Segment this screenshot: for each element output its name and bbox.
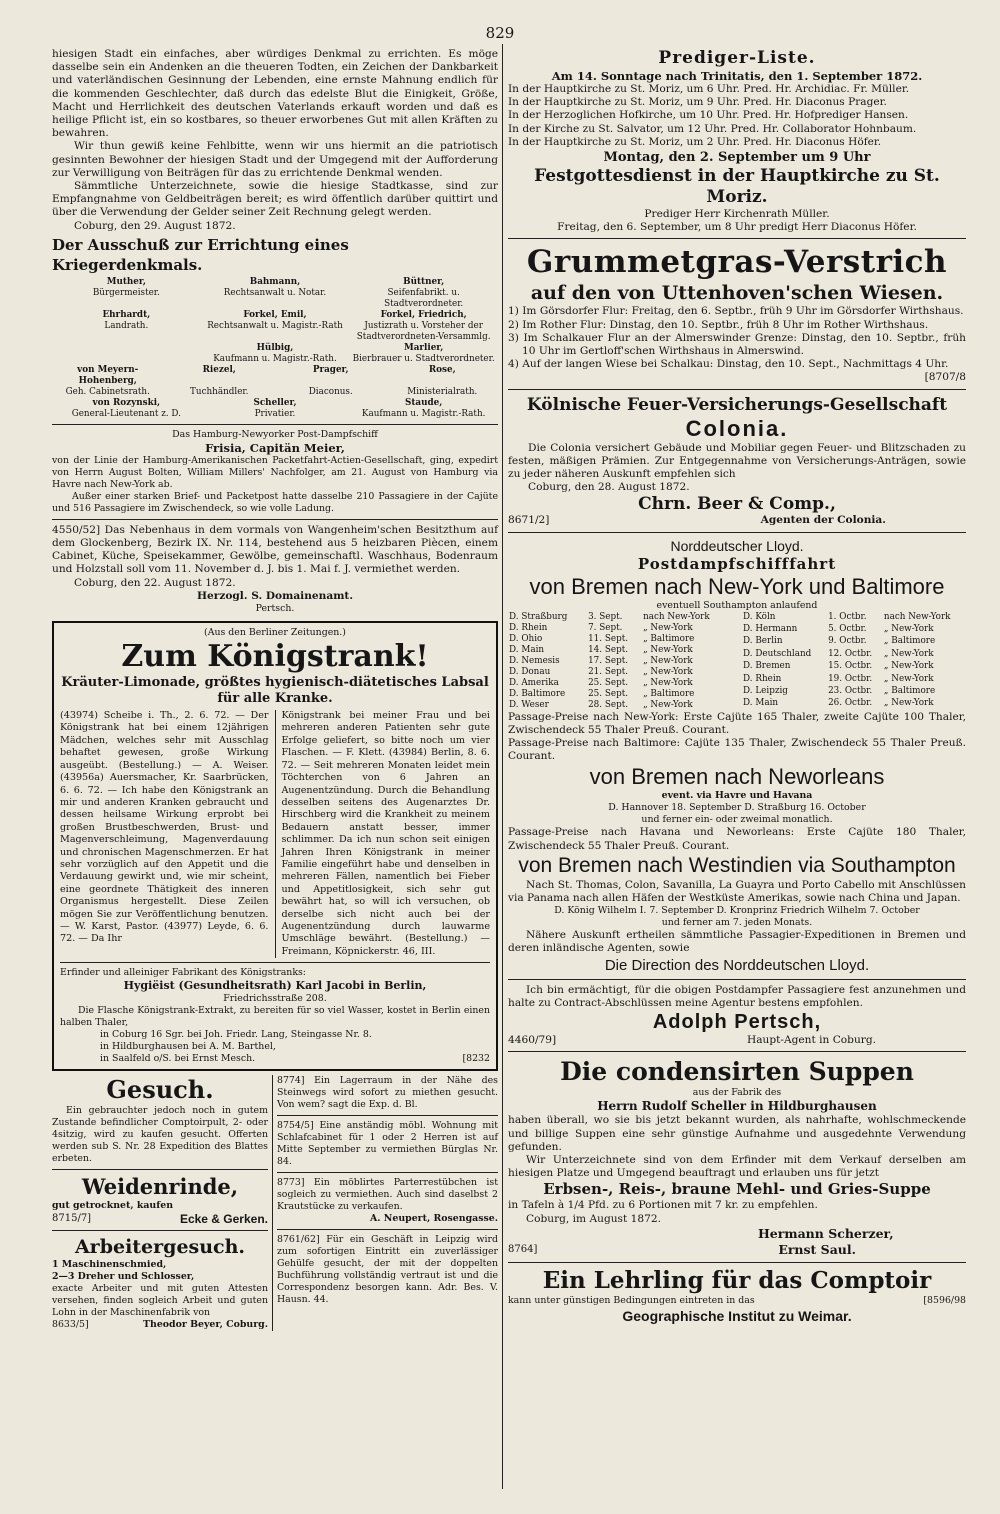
weiden-text: gut getrocknet, kaufen (52, 1200, 174, 1212)
committee-title: Der Ausschuß zur Errichtung eines Kriegerdenkmals. (52, 235, 349, 274)
schedule-row (508, 623, 732, 634)
schedule-row (742, 612, 966, 624)
weiden-firm: Ecke & Gerken. (179, 1212, 268, 1227)
koenigstrank-ad (52, 621, 498, 1071)
schedule-cell: 11. Sept. (588, 633, 629, 644)
lehrling-text: kann unter günstigen Bedingungen eintreten in das (508, 1294, 755, 1306)
suppen-text-2: Wir Unterzeichnete sind von dem Erfinder mit dem Verkauf derselben am hiesigen Platze und Umgegend beauftragt und erlauben uns für jetzt (508, 1153, 966, 1180)
lehrling-firm: Geographische Institut zu Weimar. (622, 1307, 852, 1324)
hygiist-line: Hygiëist (Gesundheitsrath) Karl Jacobi in Berlin, (123, 979, 427, 993)
suppen-sign-1: Hermann Scherzer, (758, 1225, 894, 1241)
signatory-cell: Seifenfabrikt. u. Stadtverordneter. (384, 287, 464, 309)
grummet-ref: [8707/8 (924, 371, 966, 384)
suppen-text-3: in Tafeln à 1/4 Pfd. zu 6 Portionen mit 7 kr. zu empfehlen. (508, 1199, 818, 1212)
schedule-row (742, 636, 966, 648)
grummet-sub: auf den von Uttenhoven'schen Wiesen. (530, 282, 944, 305)
prediger-friday: Freitag, den 6. September, um 8 Uhr predigt Herr Diaconus Höfer. (557, 221, 917, 234)
signatory-row (52, 387, 498, 398)
ad-gehuelfe: 8761/62] Für ein Geschäft in Leipzig wird zum sofortigen Eintritt ein zuverlässiger Gehülfe gesucht, der mit der doppelten Buchführung vollständig vertraut ist und die Correspondenz besorgen kann. Adr. Bes. V. Hausn. 44. (277, 1234, 498, 1306)
lloyd-fare-3: Passage-Preise nach Havana und Neworleans: Erste Cajüte 180 Thaler, Zwischendeck 55 Thaler Preuß. Courant. (508, 826, 966, 852)
colonia-title: Kölnische Feuer-Versicherungs-Gesellschaft (526, 394, 948, 415)
divider (508, 238, 966, 239)
suppen-maker: Herrn Rudolf Scheller in Hildburghausen (597, 1099, 877, 1114)
signatory-cell: Büttner, (403, 276, 445, 287)
schedule-cell: D. Weser (509, 699, 549, 710)
lloyd-ad (508, 537, 966, 1048)
lloyd-l14: Die Direction des Norddeutschen Lloyd. (604, 956, 870, 974)
schedule-cell: „ New-York (883, 698, 934, 709)
schedule-right (742, 612, 966, 711)
memorial-para-3: Sämmtliche Unterzeichnete, sowie die hiesige Stadtkasse, sind zur Empfangnahme von Geldbeiträgen bereit; es wird öffentlich darüber quittirt und über die Verwendung der Gelder seiner Zeit Rechnung gelegt werden. (52, 180, 498, 219)
lloyd-l9: von Bremen nach Westindien via Southampton (518, 853, 956, 877)
lehrling-ref: [8596/98 (923, 1294, 966, 1306)
arbeiter-text: exacte Arbeiter und mit guten Attesten versehen, finden sogleich Arbeit und guten Lohn in der Maschinenfabrik von (52, 1283, 268, 1319)
lloyd-l11: D. König Wilhelm I. 7. September D. Kronprinz Friedrich Wilhelm 7. October (554, 905, 920, 917)
schedule-row (508, 634, 732, 645)
schedule-cell: „ New-York (643, 677, 693, 688)
lloyd-fare-2: Passage-Preise nach Baltimore: Cajüte 135 Thaler, Zwischendeck 55 Thaler Preuß. Courant. (508, 737, 966, 763)
ad-parterre: 8773] Ein möblirtes Parterrestübchen ist sogleich zu vermiethen. Auch sind daselbst 2 Krautstücke zu verkaufen. (277, 1177, 498, 1213)
schedule-cell: 15. Octbr. (828, 661, 873, 672)
signatory-cell: von Meyern-Hohenberg, (77, 364, 139, 386)
arbeiter-l2: 2—3 Dreher und Schlosser, (52, 1271, 195, 1283)
prediger-lines (508, 83, 966, 149)
suppen-text: haben überall, wo sie bis jetzt bekannt wurden, als nahrhafte, wohlschmeckende und billige Suppen eine sehr günstige Aufnahme und ausgedehnte Verwendung gefunden. (508, 1114, 966, 1153)
signatory-cell (52, 343, 201, 354)
signatory-cell: Landrath. (104, 320, 149, 331)
schedule-row (742, 698, 966, 710)
schedule-cell: D. Main (743, 698, 779, 709)
signatory-cell: Staude, (405, 397, 443, 408)
memorial-para-2: Wir thun gewiß keine Fehlbitte, wenn wir uns hiermit an die patriotisch gesinnten Bewohner der hiesigen Stadt und der Umgegend mit der Aufforderung zur Verwilligung von Beiträgen für das zu errichtende Denkmal wenden. (52, 140, 498, 179)
signatory-row (52, 288, 498, 310)
weiden-ref: 8715/7] (52, 1213, 92, 1225)
grummet-item: 2) Im Rother Flur: Dinstag, den 10. Septbr., früh 8 Uhr im Rother Wirthshaus. (508, 318, 929, 331)
colonia-name: Colonia. (685, 415, 789, 441)
gesuch-text: Ein gebrauchter jedoch noch in gutem Zustande befindlicher Comptoirpult, 2- oder 4sitzig, wird zu kaufen gesucht. Offerten werden sub S. Nr. 28 Expedition des Blattes erbeten. (52, 1105, 268, 1165)
signatory-cell: Forkel, Friedrich, (380, 309, 467, 320)
prediger-monday: Montag, den 2. September um 9 Uhr (603, 150, 871, 166)
schedule-cell: D. Amerika (509, 677, 559, 688)
lloyd-schedule (508, 612, 966, 711)
schedule-cell: 23. Octbr. (828, 685, 873, 696)
signatory-row (52, 321, 498, 343)
schedule-cell: „ New-York (643, 655, 693, 666)
suppen-ref: 8764] (508, 1243, 538, 1255)
signatory-cell: Kaufmann u. Magistr.-Rath. (361, 408, 486, 419)
lloyd-l5: von Bremen nach Neworleans (589, 764, 885, 790)
nebenhaus-dateline: Coburg, den 22. August 1872. (74, 576, 236, 589)
signatory-row (52, 343, 498, 354)
price-line: Die Flasche Königstrank-Extrakt, zu bereiten für so viel Wasser, kostet in Berlin einen halben Thaler, (60, 1005, 490, 1029)
schedule-cell: 25. Sept. (588, 677, 629, 688)
schedule-cell: D. Köln (743, 611, 776, 622)
ship-notice (52, 429, 498, 515)
signatory-cell: Bierbrauer u. Stadtverordneter. (352, 353, 495, 364)
schedule-row (742, 674, 966, 686)
lloyd-l4: eventuell Southampton anlaufend (656, 599, 818, 611)
schedule-cell: 26. Octbr. (828, 698, 873, 709)
outlet-saalfeld: in Saalfeld o/S. bei Ernst Mesch. (100, 1053, 256, 1065)
lloyd-fare-1: Passage-Preise nach New-York: Erste Cajüte 165 Thaler, zweite Cajüte 100 Thaler, Zwischendeck 55 Thaler Preuß. Courant. (508, 710, 966, 736)
signatories (52, 277, 498, 420)
outlet-coburg: in Coburg 16 Sgr. bei Joh. Friedr. Lang, Steingasse Nr. 8. (100, 1029, 372, 1041)
signatory-cell: Geh. Cabinetsrath. (65, 386, 150, 397)
lloyd-l10: Nach St. Thomas, Colon, Savanilla, La Guayra und Porto Cabello mit Anschlüssen via Panama nach allen Häfen der Westküste Amerikas, sowie nach China und Japan. (508, 878, 966, 905)
schedule-cell: 3. Sept. (588, 611, 623, 622)
lloyd-l3: von Bremen nach New-York und Baltimore (529, 573, 945, 599)
signatory-row (52, 354, 498, 365)
schedule-cell: D. Straßburg (509, 611, 568, 622)
memorial-notice (52, 48, 498, 420)
prediger-line: In der Kirche zu St. Salvator, um 12 Uhr. Pred. Hr. Collaborator Hohnbaum. (508, 122, 917, 135)
schedule-row (508, 700, 732, 711)
schedule-row (742, 661, 966, 673)
signatory-cell: von Rozynski, (92, 397, 161, 408)
ad-lagerraum: 8774] Ein Lagerraum in der Nähe des Steinwegs wird sofort zu miethen gesucht. Von wem? sagt die Exp. d. Bl. (277, 1075, 498, 1111)
koenigstrank-source: (Aus den Berliner Zeitungen.) (204, 627, 346, 639)
divider (508, 389, 966, 390)
schedule-cell: 14. Sept. (588, 644, 629, 655)
schedule-row (508, 612, 732, 623)
schedule-cell: D. Berlin (743, 636, 783, 647)
schedule-cell: „ New-York (643, 622, 693, 633)
lloyd-ref: 4460/79] (508, 1034, 557, 1047)
grummet-title: Grummetgras-Verstrich (526, 244, 948, 281)
testimonial-col-2: Königstrank bei meiner Frau und bei mehreren anderen Patienten sehr gute Erfolge geliefert, so bitte noch um vier Flaschen. — F. Klett. (43984) Berlin, 8. 6. 72. — Seit mehreren Monaten leidet mein Töchterchen von 6 Jahren an Augenentzündung. Durch die Behandlung desselben seitens des Augenarztes Dr. Hirschberg wird die Krankheit zu meinem Bedauern anstatt besser, immer schlimmer. Da ich nun schon seit einigen Jahren Ihren Königstrank in meiner Familie eingeführt habe und denselben in mehreren Fällen, namentlich bei Fieber und Appetitlosigkeit, sich sehr gut bewährt hat, so will ich versuchen, ob derselbe sich nicht auch bei der Augenentzündung durch lauwarme Umschläge bewährt. (Bestellung.) — Freimann, Köpnickerstr. 46, III. (281, 710, 490, 957)
lloyd-l6: event. via Havre und Havana (661, 790, 813, 802)
weiden-title: Weidenrinde, (81, 1174, 239, 1200)
schedule-cell: „ New-York (883, 648, 934, 659)
divider (508, 1262, 966, 1263)
schedule-cell: D. Deutschland (743, 648, 812, 659)
ship-body-2: Außer einer starken Brief- und Packetpost hatte dasselbe 210 Passagiere in der Cajüte und 516 Passagiere im Zwischendeck, so wie volle Ladung. (52, 490, 498, 514)
divider (277, 1172, 498, 1173)
prediger-line: In der Hauptkirche zu St. Moriz, um 6 Uhr. Pred. Hr. Archidiac. Fr. Müller. (508, 83, 910, 95)
schedule-cell: „ New-York (643, 644, 693, 655)
prediger-liste (508, 48, 966, 234)
schedule-cell: „ New-York (643, 699, 693, 710)
signatory-cell: Riezel, (202, 364, 236, 375)
divider (508, 532, 966, 533)
signatory-cell: Forkel, Emil, (243, 309, 307, 320)
koenigstrank-title: Zum Königstrank! (121, 639, 429, 675)
prediger-preacher: Prediger Herr Kirchenrath Müller. (644, 208, 830, 221)
divider (60, 962, 490, 963)
lloyd-firm: Adolph Pertsch, (652, 1011, 822, 1034)
schedule-row (508, 678, 732, 689)
schedule-cell: 9. Octbr. (828, 636, 867, 647)
inventor-line: Erfinder und alleiniger Fabrikant des Königstranks: (60, 967, 306, 979)
prediger-date: Am 14. Sonntage nach Trinitatis, den 1. September 1872. (551, 69, 923, 83)
signatory-cell: Bürgermeister. (92, 287, 160, 298)
small-ads-col-1 (52, 1075, 273, 1331)
koenigstrank-subtitle: Kräuter-Limonade, größtes hygienisch-diätetisches Labsal für alle Kranke. (61, 675, 489, 707)
schedule-cell: D. Nemesis (509, 655, 560, 666)
schedule-cell: 25. Sept. (588, 688, 629, 699)
schedule-cell: 12. Octbr. (828, 648, 873, 659)
divider (52, 519, 498, 520)
schedule-cell: nach New-York (643, 611, 710, 622)
koenigstrank-ref: [8232 (462, 1053, 490, 1065)
signatory-cell: Rose, (428, 364, 456, 375)
gesuch-title: Gesuch. (106, 1075, 214, 1105)
divider (52, 424, 498, 425)
suppen-ad (508, 1056, 966, 1257)
divider (508, 979, 966, 980)
divider (52, 1230, 268, 1231)
signatory-cell: Kaufmann u. Magistr.-Rath. (213, 353, 337, 364)
signatory-row (52, 365, 498, 387)
colonia-ref: 8671/2] (508, 514, 550, 527)
schedule-row (742, 686, 966, 698)
ad-wohnung: 8754/5] Eine anständig möbl. Wohnung mit Schlafcabinet für 1 oder 2 Herren ist auf Mitte September zu vermiethen Bürglas Nr. 84. (277, 1120, 498, 1168)
lloyd-l13: Nähere Auskunft ertheilen sämmtliche Passagier-Expeditionen in Bremen und deren inländische Agenten, sowie (508, 929, 966, 955)
schedule-left (508, 612, 732, 711)
signatory-cell: Ministerialrath. (407, 386, 478, 397)
small-ads (52, 1075, 498, 1331)
grummet-item: 1) Im Görsdorfer Flur: Freitag, den 6. Septbr., früh 9 Uhr im Görsdorfer Wirthshaus. (508, 305, 964, 318)
divider (277, 1229, 498, 1230)
ship-line-2: Frisia, Capitän Meier, (205, 440, 345, 455)
hygiist-address: Friedrichsstraße 208. (223, 993, 327, 1005)
signatory-cell: Privatier. (254, 408, 296, 419)
prediger-line: In der Hauptkirche zu St. Moriz, um 9 Uhr. Pred. Hr. Diaconus Prager. (508, 96, 887, 109)
arbeiter-firm: Theodor Beyer, Coburg. (143, 1319, 268, 1331)
signatory-cell: Tuchhändler. (190, 386, 249, 397)
small-ads-col-2 (273, 1075, 498, 1331)
divider (52, 1169, 268, 1170)
schedule-cell: 5. Octbr. (828, 624, 867, 635)
ad-parterre-sign: A. Neupert, Rosengasse. (370, 1213, 498, 1225)
schedule-row (508, 645, 732, 656)
schedule-cell: D. Bremen (743, 661, 791, 672)
prediger-line: In der Hauptkirche zu St. Moriz, um 2 Uhr. Pred. Hr. Diaconus Höfer. (508, 135, 882, 148)
colonia-text: Die Colonia versichert Gebäude und Mobiliar gegen Feuer- und Blitzschaden zu festen, mäßigen Prämien. Zur Entgegennahme von Versicherungs-Anträgen, sowie zu jeder näheren Auskunft empfehlen sich (508, 441, 966, 481)
schedule-cell: „ New-York (883, 673, 934, 684)
column-rule (502, 44, 503, 1489)
schedule-cell: 28. Sept. (588, 699, 629, 710)
lehrling-ad (508, 1267, 966, 1325)
signatory-cell: Marlier, (403, 342, 444, 353)
schedule-cell: D. Hermann (743, 624, 798, 635)
memorial-para-1: hiesigen Stadt ein einfaches, aber würdiges Denkmal zu errichten. Es möge dasselbe sein ein Andenken an die theueren Todten, ein Zeichen der Dankbarkeit und vaterländischen Gesinnung der Lebenden, eine ernste Mahnung endlich für die kommenden Geschlechter, daß durch das edelste Blut die Einigkeit, Größe, Macht und Herrlichkeit des deutschen Vaterlands erkauft worden und daß es heilige Pflicht ist, ein so kostbares, so theuer erworbenes Gut mit allen Kräften zu bewahren. (52, 48, 498, 140)
signatory-cell: Ehrhardt, (102, 309, 151, 320)
suppen-title: Die condensirten Suppen (560, 1057, 914, 1087)
arbeiter-ref: 8633/5] (52, 1319, 89, 1331)
schedule-cell: D. Leipzig (743, 685, 788, 696)
lloyd-agent: Haupt-Agent in Coburg. (746, 1034, 876, 1047)
schedule-cell: 1. Octbr. (828, 611, 867, 622)
ship-body: von der Linie der Hamburg-Amerikanischen Packetfahrt-Actien-Gesellschaft, ging, expedirt von Herrn August Bolten, William Millers' Nachfolger, am 21. August von Hamburg via Havre nach New-York ab. (52, 454, 498, 490)
signatory-cell: Diaconus. (308, 386, 353, 397)
lloyd-l2: Postdampfschifffahrt (637, 554, 837, 573)
arbeiter-l1: 1 Maschinenschmied, (52, 1259, 167, 1271)
nebenhaus-sign: Herzogl. S. Domainenamt. (196, 589, 354, 602)
schedule-cell: D. Baltimore (509, 688, 566, 699)
schedule-cell: D. Ohio (509, 633, 543, 644)
schedule-cell: 21. Sept. (588, 666, 629, 677)
nebenhaus-sub: Pertsch. (255, 603, 295, 615)
divider (277, 1115, 498, 1116)
signatory-cell: Hülbig, (256, 342, 294, 353)
nebenhaus-ref: 4550/52] (52, 523, 101, 536)
schedule-cell: 17. Sept. (588, 655, 629, 666)
grummet-ad (508, 243, 966, 384)
schedule-row (742, 624, 966, 636)
schedule-row (508, 656, 732, 667)
nebenhaus-notice (52, 524, 498, 615)
schedule-cell: D. Rhein (743, 673, 782, 684)
lloyd-l1: Norddeutscher Lloyd. (670, 537, 804, 554)
grummet-item: 3) Im Schalkauer Flur an der Almerswinder Grenze: Dinstag, den 10. Septbr., früh 10 Uhr im Gertloff'schen Wirthshaus in Almerswind. (508, 331, 966, 358)
lloyd-l15: Ich bin ermächtigt, für die obigen Postdampfer Passagiere fest anzunehmen und halte zu Contract-Abschlüssen meine Agentur bestens empfohlen. (508, 983, 966, 1009)
outlet-hildburghausen: in Hildburghausen bei A. M. Barthel, (100, 1041, 276, 1053)
right-column (508, 48, 966, 1325)
schedule-row (508, 667, 732, 678)
signatory-row (52, 398, 498, 409)
testimonial-col-1: (43974) Scheibe i. Th., 2. 6. 72. — Der Königstrank hat bei einem 12jährigen Mädchen, welches sehr mit Ausschlag behaftet gewesen, große Wirkung ausgeübt. (Bestellung.) — A. Weiser. (43956a) Auersmacher, Kr. Saarbrücken, 6. 6. 72. — Ich habe den Königstrank an mir und anderen Kranken gebraucht und dessen heilsame Wirkung erprobt bei großen Brustbeschwerden, Brust- und Magenverschleimung, Magenverdauung und chronischen Magenschmerzen. Er hat sehr vorzüglich auf den Appetit und die Verdauung gewirkt und, wie mir scheint, eine geordnete Thätigkeit des inneren Organismus hergestellt. Diese Zeilen mögen Sie zur Veröffentlichung benutzen. — W. Karst, Pastor. (43977) Leyde, 6. 6. 72. — Da Ihr (60, 710, 269, 945)
schedule-cell: nach New-York (883, 611, 951, 622)
suppen-kinds: Erbsen-, Reis-, braune Mehl- und Gries-Suppe (543, 1180, 931, 1199)
schedule-cell: „ New-York (883, 661, 934, 672)
arbeiter-title: Arbeitergesuch. (74, 1236, 246, 1259)
lloyd-l12: und ferner am 7. jeden Monats. (661, 917, 813, 929)
schedule-cell: 19. Octbr. (828, 673, 873, 684)
colonia-firm: Chrn. Beer & Comp., (638, 494, 836, 515)
signatory-row (52, 277, 498, 288)
schedule-row (742, 649, 966, 661)
nebenhaus-text: Das Nebenhaus in dem vormals von Wangenheim'schen Besitzthum auf dem Glockenberg, Bezirk IX. Nr. 114, bestehend aus 5 heizbaren Piècen, einem Cabinet, Küche, Speisekammer, Gewölbe, gemeinschaftl. Waschhaus, Bodenraum und Holzstall soll vom 11. November d. J. bis 1. Mai f. J. vermiethet werden. (52, 523, 499, 576)
schedule-cell: „ Baltimore (643, 688, 695, 699)
colonia-dateline: Coburg, den 28. August 1872. (528, 481, 690, 494)
lloyd-l8: und ferner ein- oder zweimal monatlich. (641, 814, 833, 826)
signatory-cell: Justizrath u. Vorsteher der Stadtverordneten-Versammlg. (356, 320, 491, 342)
page-number: 829 (485, 24, 515, 42)
schedule-cell: „ Baltimore (643, 633, 695, 644)
suppen-from: aus der Fabrik des (692, 1087, 782, 1099)
schedule-cell: „ New-York (883, 624, 934, 635)
lloyd-l7: D. Hannover 18. September D. Straßburg 16. October (608, 802, 866, 814)
signatory-cell: General-Lieutenant z. D. (71, 408, 181, 419)
signatory-cell: Rechtsanwalt u. Notar. (223, 287, 327, 298)
grummet-items (508, 305, 966, 371)
memorial-dateline: Coburg, den 29. August 1872. (74, 219, 236, 232)
schedule-cell: „ New-York (643, 666, 693, 677)
prediger-line: In der Herzoglichen Hofkirche, um 10 Uhr. Pred. Hr. Hofprediger Hansen. (508, 109, 909, 122)
schedule-cell: „ Baltimore (883, 636, 936, 647)
lehrling-title: Ein Lehrling für das Comptoir (542, 1266, 932, 1294)
signatory-row (52, 409, 498, 420)
prediger-title: Prediger-Liste. (658, 48, 816, 68)
schedule-cell: D. Rhein (509, 622, 548, 633)
signatory-cell: Rechtsanwalt u. Magistr.-Rath (207, 320, 343, 331)
colonia-ad (508, 394, 966, 528)
divider (508, 1051, 966, 1052)
schedule-cell: „ Baltimore (883, 685, 936, 696)
signatory-cell: Scheller, (253, 397, 297, 408)
schedule-cell: 7. Sept. (588, 622, 623, 633)
prediger-festival: Festgottesdienst in der Hauptkirche zu St. Moriz. (534, 166, 940, 208)
signatory-cell: Muther, (106, 276, 146, 287)
signatory-cell: Prager, (312, 364, 349, 375)
signatory-row (52, 310, 498, 321)
schedule-cell: D. Main (509, 644, 545, 655)
suppen-dateline: Coburg, im August 1872. (526, 1212, 661, 1225)
testimonials (60, 710, 490, 958)
left-column (52, 48, 498, 1331)
suppen-sign-2: Ernst Saul. (778, 1241, 856, 1257)
ship-line-1: Das Hamburg-Newyorker Post-Dampfschiff (172, 428, 378, 440)
colonia-agents: Agenten der Colonia. (760, 514, 886, 527)
signatory-cell (52, 354, 201, 365)
grummet-item: 4) Auf der langen Wiese bei Schalkau: Dinstag, den 10. Sept., Nachmittags 4 Uhr. (508, 358, 949, 371)
schedule-row (508, 689, 732, 700)
schedule-cell: D. Donau (509, 666, 551, 677)
signatory-cell: Bahmann, (249, 276, 301, 287)
